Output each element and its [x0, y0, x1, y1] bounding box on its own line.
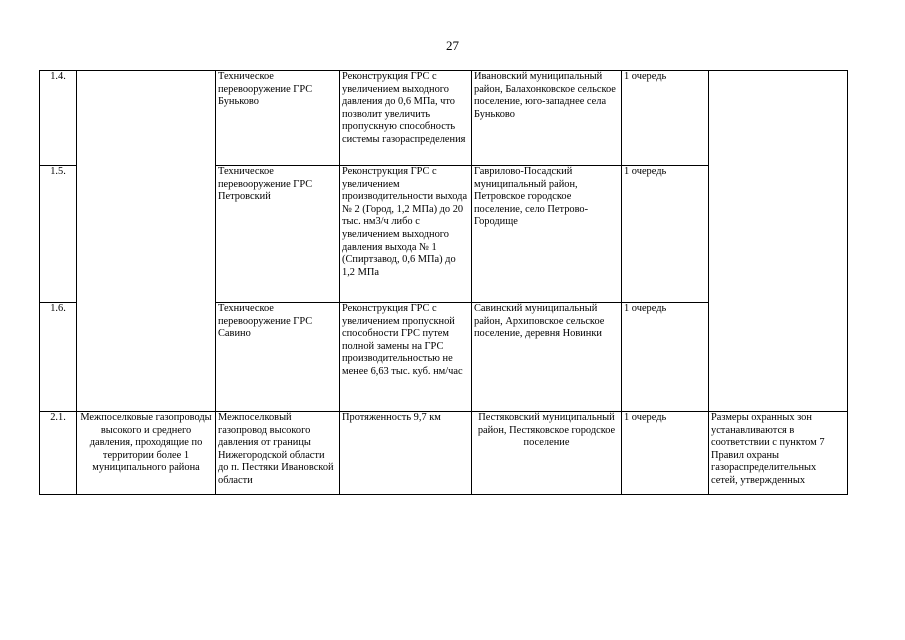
object-name: Межпоселковый газопровод высокого давления от границы Нижегородской области до п. Пестяки Ивановской области	[216, 412, 340, 495]
object-location: Пестяковский муниципальный район, Пестяковское городское поселение	[472, 412, 622, 495]
table-row	[40, 71, 848, 166]
object-stage: 1 очередь	[622, 412, 709, 495]
row-number: 1.4.	[40, 71, 77, 166]
object-location: Ивановский муниципальный район, Балахонковское сельское поселение, юго-западнее села Буньково	[472, 71, 622, 166]
object-name: Техническое перевооружение ГРС Савино	[216, 303, 340, 412]
object-characteristics: Реконструкция ГРС с увеличением производительности выхода № 2 (Город, 1,2 МПа) до 20 тыс. нм3/ч либо с увеличением выходного давления выхода № 1 (Спиртзавод, 0,6 МПа) до 1,2 МПа	[340, 166, 472, 303]
table-row	[40, 412, 848, 495]
object-stage: 1 очередь	[622, 166, 709, 303]
object-location: Савинский муниципальный район, Архиповское сельское поселение, деревня Новинки	[472, 303, 622, 412]
object-name: Техническое перевооружение ГРС Петровский	[216, 166, 340, 303]
object-type: Межпоселковые газопроводы высокого и среднего давления, проходящие по территории более 1 муниципального района	[77, 412, 216, 495]
object-characteristics: Протяженность 9,7 км	[340, 412, 472, 495]
protection-zone-cell	[709, 71, 848, 412]
planning-objects-table	[39, 70, 848, 495]
object-location: Гаврилово-Посадский муниципальный район, Петровское городское поселение, село Петрово-Городище	[472, 166, 622, 303]
protection-zone-text: Размеры охранных зон устанавливаются в соответствии с пунктом 7 Правил охраны газораспределительных сетей, утвержденных	[709, 412, 848, 495]
row-number: 1.5.	[40, 166, 77, 303]
row-number: 1.6.	[40, 303, 77, 412]
object-type-cell	[77, 71, 216, 412]
row-number: 2.1.	[40, 412, 77, 495]
page-number: 27	[446, 38, 459, 53]
object-name: Техническое перевооружение ГРС Буньково	[216, 71, 340, 166]
object-characteristics: Реконструкция ГРС с увеличением выходного давления до 0,6 МПа, что позволит увеличить пропускную способность системы газораспределения	[340, 71, 472, 166]
object-stage: 1 очередь	[622, 303, 709, 412]
object-characteristics: Реконструкция ГРС с увеличением пропускной способности ГРС путем полной замены на ГРС производительностью не менее 6,63 тыс. куб. нм/час	[340, 303, 472, 412]
object-stage: 1 очередь	[622, 71, 709, 166]
